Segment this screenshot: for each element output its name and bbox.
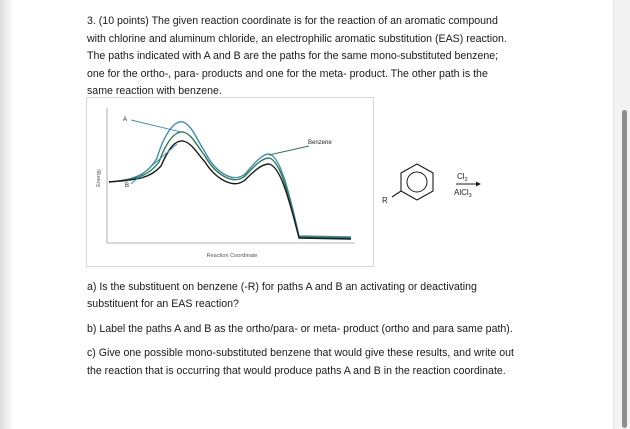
part-a-line: a) Is the substituent on benzene (-R) for paths A and B an activating or deactivating xyxy=(87,281,477,293)
scrollbar-thumb[interactable] xyxy=(622,110,627,428)
label-b-pointer xyxy=(131,144,177,184)
page-shadow xyxy=(0,0,13,429)
benzene-ring xyxy=(401,164,433,200)
question-line: same reaction with benzene. xyxy=(87,85,222,98)
reaction-coordinate-diagram xyxy=(86,97,374,267)
label-a: A xyxy=(122,117,128,123)
question-line: with chlorine and aluminum chloride, an electrophilic aromatic substitution (EAS) reaction. xyxy=(87,32,507,45)
part-c xyxy=(87,345,557,380)
benzene-curve xyxy=(109,141,351,239)
label-b: B xyxy=(124,183,130,189)
label-benzene: Benzene xyxy=(308,140,332,146)
arrow-head-icon xyxy=(476,182,481,187)
svg-text:Cl2 xyxy=(457,172,468,183)
question-line: 3. (10 points) The given reaction coordinate is for the reaction of an aromatic compound xyxy=(87,15,498,27)
question-parts xyxy=(87,279,557,387)
substituent-label: R xyxy=(382,196,388,205)
part-a xyxy=(87,279,557,314)
path-b-curve xyxy=(109,132,351,238)
question-text xyxy=(87,13,567,101)
reaction-scheme xyxy=(370,160,510,220)
part-c-line: the reaction that is occurring that would produce paths A and B in the reaction coordinate. xyxy=(87,364,506,377)
part-a-line: substituent for an EAS reaction? xyxy=(87,298,239,311)
aromatic-circle xyxy=(407,172,427,192)
reagent-chlorine: Cl xyxy=(457,172,465,181)
x-axis-label: Reaction Coordinate xyxy=(206,253,258,259)
part-c-line: c) Give one possible mono-substituted benzene that would give these results, and write out xyxy=(87,347,514,360)
part-b xyxy=(87,321,557,338)
vertical-scrollbar[interactable] xyxy=(613,0,630,429)
reagent-aluminum-chloride: AlCl xyxy=(454,188,469,197)
reagent-chlorine-sub: 2 xyxy=(464,177,468,183)
part-b-line: b) Label the paths A and B as the ortho/para- or meta- product (ortho and para same path). xyxy=(87,322,513,335)
reaction-scheme-svg xyxy=(370,160,510,220)
energy-diagram-svg xyxy=(87,98,373,266)
substituent-bond xyxy=(392,191,401,197)
label-benzene-pointer xyxy=(269,146,309,155)
question-line: The paths indicated with A and B are the paths for the same mono-substituted benzene; xyxy=(87,50,499,63)
question-line: one for the ortho-, para- products and one for the meta- product. The other path is the xyxy=(87,67,488,80)
reagent-aluminum-chloride-sub: 3 xyxy=(468,193,472,199)
y-axis-label: Energy xyxy=(96,169,102,187)
svg-text:AlCl3 xyxy=(454,188,472,199)
